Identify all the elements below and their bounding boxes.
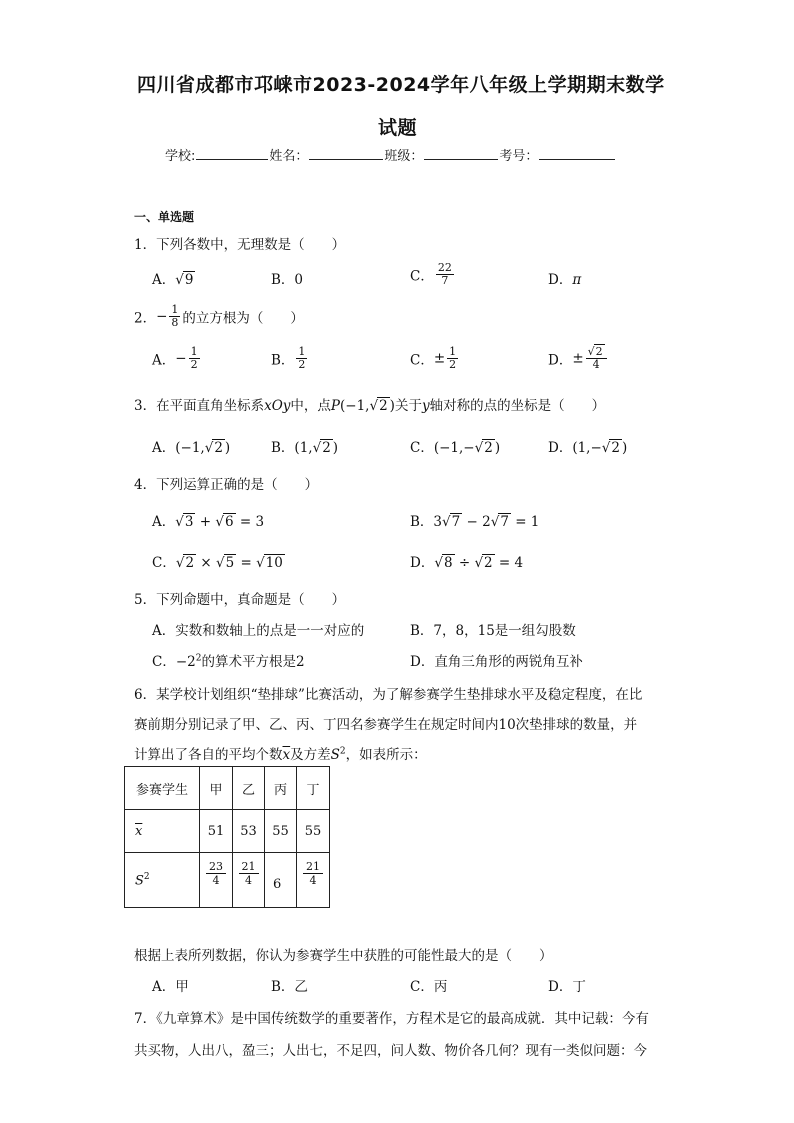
class-label: 班级： <box>384 149 424 164</box>
table-cell: $\frac{23}{4}$ <box>200 853 233 908</box>
school-label: 学校: <box>165 149 196 164</box>
section-heading: 一、单选题 <box>134 210 195 224</box>
question-7-line2: 共买物，人出八，盈三；人出七，不足四，问人数、物价各几何？现有一类似问题：今 <box>134 1043 647 1059</box>
table-cell: $\frac{21}{4}$ <box>233 853 265 908</box>
table-cell: $\overline{x}$ <box>125 810 200 853</box>
table-cell: 6 <box>265 853 297 908</box>
table-row <box>125 767 330 810</box>
q1-option-a[interactable]: A．√9 <box>152 272 194 288</box>
table-row <box>125 810 330 853</box>
name-field[interactable] <box>309 145 383 160</box>
q2-option-a[interactable]: A．− $\frac{1}{2}$ <box>152 345 198 371</box>
question-6-after: 根据上表所列数据，你认为参赛学生中获胜的可能性最大的是（ ） <box>134 948 553 964</box>
page-title: 四川省成都市邛崃市2023-2024学年八年级上学期期末数学 <box>137 74 665 96</box>
number-label: 考号： <box>499 149 539 164</box>
table-cell: 乙 <box>233 767 265 810</box>
q2-option-d[interactable]: D．± $\frac{√2}{4}$ <box>548 346 609 371</box>
table-cell: 53 <box>233 810 265 853</box>
name-label: 姓名： <box>269 149 309 164</box>
score-table <box>124 766 330 908</box>
question-7-line1: 7．《九章算术》是中国传统数学的重要著作，方程术是它的最高成就．其中记载：今有 <box>134 1011 649 1027</box>
table-cell: 55 <box>265 810 297 853</box>
table-cell: $\frac{21}{4}$ <box>297 853 330 908</box>
q4-option-d[interactable]: D．√8 ÷ √2 = 4 <box>410 555 524 571</box>
question-6-line1: 6．某学校计划组织“垫排球”比赛活动，为了解参赛学生垫排球水平及稳定程度，在比 <box>134 687 643 703</box>
q2-option-b[interactable]: B． $\frac{1}{2}$ <box>271 345 306 371</box>
info-line <box>165 145 616 164</box>
question-3-stem: 3．在平面直角坐标系xOy中，点P(−1,√2 )关于y轴对称的点的坐标是（ ） <box>134 398 606 414</box>
table-cell: 丙 <box>265 767 297 810</box>
question-4-stem: 4．下列运算正确的是（ ） <box>134 477 319 493</box>
q1-option-c[interactable]: C． $\frac{22}{7}$ <box>410 261 452 287</box>
question-1-stem: 1．下列各数中，无理数是（ ） <box>134 237 346 253</box>
question-6-line2: 赛前期分别记录了甲、乙、丙、丁四名参赛学生在规定时间内10次垫排球的数量，并 <box>134 717 638 733</box>
table-cell: 51 <box>200 810 233 853</box>
table-row <box>125 853 330 908</box>
school-field[interactable] <box>196 145 268 160</box>
q4-option-b[interactable]: B．3√7 − 2√7 = 1 <box>410 514 540 530</box>
q6-option-a[interactable]: A．甲 <box>152 979 189 995</box>
q3-option-d[interactable]: D．(1,−√2 ) <box>548 440 628 456</box>
table-cell: 55 <box>297 810 330 853</box>
table-cell: 丁 <box>297 767 330 810</box>
number-field[interactable] <box>539 145 615 160</box>
q3-option-b[interactable]: B．(1,√2 ) <box>271 440 339 456</box>
q6-option-c[interactable]: C．丙 <box>410 979 448 995</box>
q5-option-a[interactable]: A．实数和数轴上的点是一一对应的 <box>152 623 365 639</box>
q3-option-a[interactable]: A．(−1,√2 ) <box>152 440 231 456</box>
question-6-line3: 计算出了各自的平均个数$\overline{x}$及方差$S^2$，如表所示： <box>134 746 427 763</box>
table-cell: 参赛学生 <box>125 767 200 810</box>
q3-option-c[interactable]: C．(−1,−√2 ) <box>410 440 501 456</box>
table-cell: 甲 <box>200 767 233 810</box>
q6-option-b[interactable]: B．乙 <box>271 979 308 995</box>
question-2-stem: 2．− $\frac{1}{8}$ 的立方根为（ ） <box>134 303 304 329</box>
q5-option-c[interactable]: C．$-2^2$的算术平方根是2 <box>152 653 305 670</box>
table-cell: $S^2$ <box>125 853 200 908</box>
q4-option-c[interactable]: C．√2 × √5 = √10 <box>152 555 283 571</box>
page-title-line2: 试题 <box>378 117 418 139</box>
q4-option-a[interactable]: A．√3 + √6 = 3 <box>152 514 265 530</box>
class-field[interactable] <box>424 145 498 160</box>
q6-option-d[interactable]: D．丁 <box>548 979 586 995</box>
q1-option-d[interactable]: D．π <box>548 272 582 288</box>
q5-option-b[interactable]: B．7，8，15是一组勾股数 <box>410 623 576 639</box>
q2-option-c[interactable]: C．± $\frac{1}{2}$ <box>410 345 457 371</box>
question-5-stem: 5．下列命题中，真命题是（ ） <box>134 592 346 608</box>
q1-option-b[interactable]: B．0 <box>271 272 304 288</box>
q5-option-d[interactable]: D．直角三角形的两锐角互补 <box>410 654 583 670</box>
